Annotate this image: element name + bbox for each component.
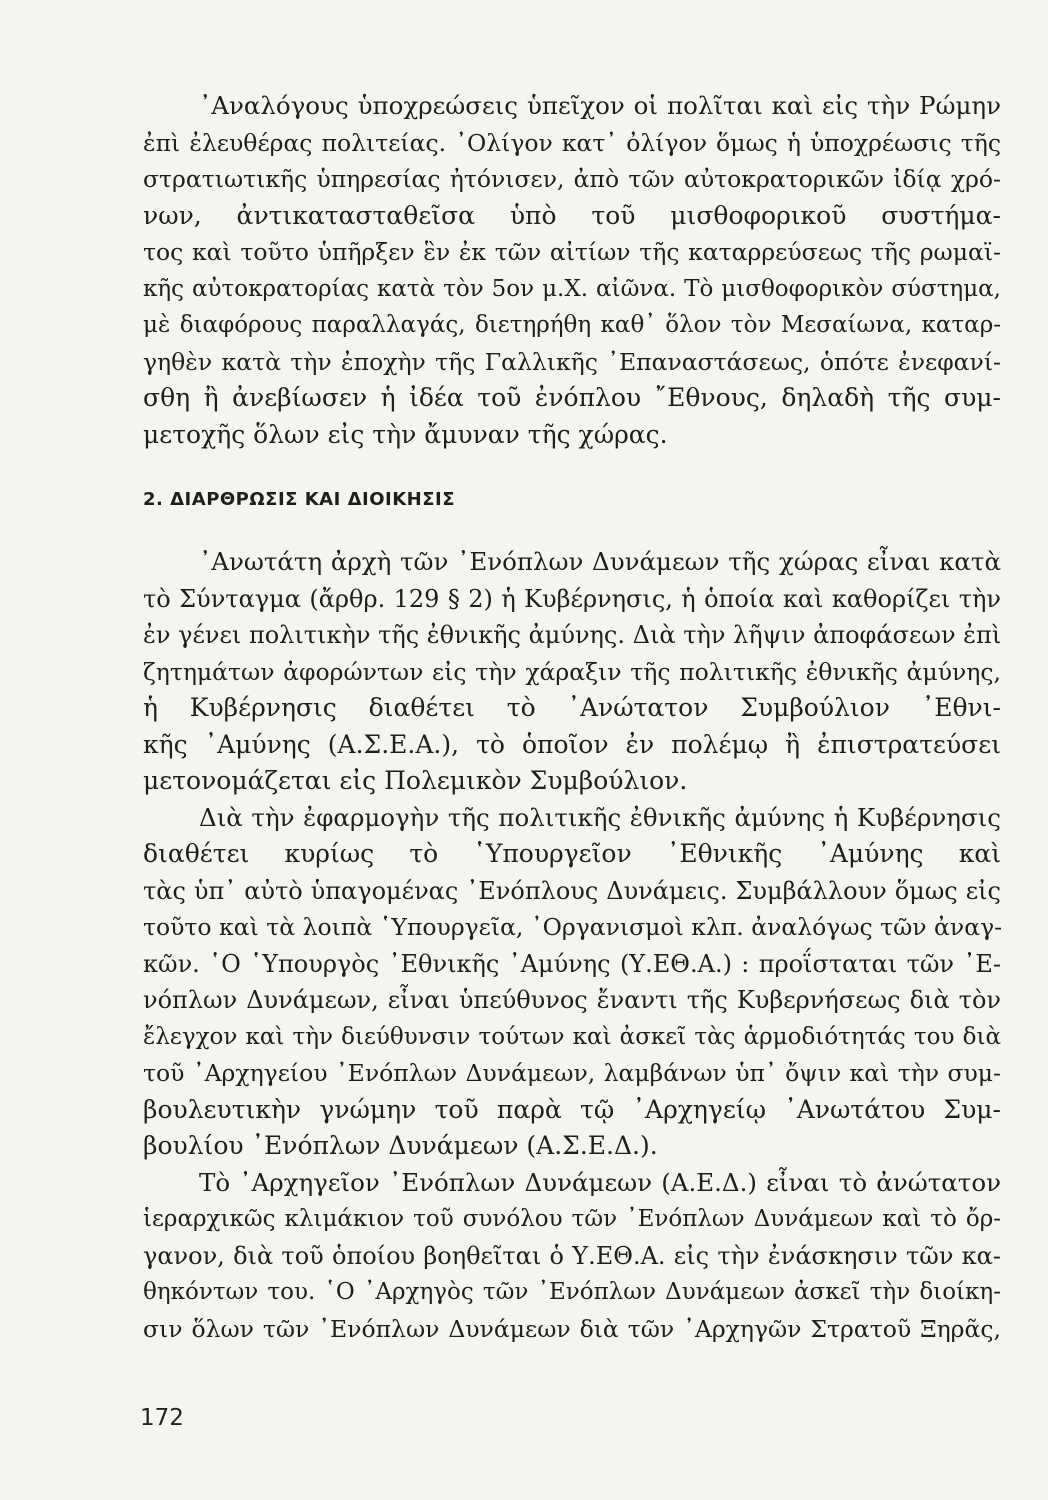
- text-line: κῶν. ῾Ο ῾Υπουργὸς ᾽Εθνικῆς ᾽Αμύνης (Υ.ΕΘ.Α.) : προΐσταται τῶν ᾽Ε-: [143, 949, 1001, 978]
- text-line: ἔλεγχον καὶ τὴν διεύθυνσιν τούτων καὶ ἀσκεῖ τὰς ἁρμοδιότητάς του διὰ: [143, 1023, 1001, 1050]
- text-line: βουλευτικὴν γνώμην τοῦ παρὰ τῷ ᾽Αρχηγείῳ ᾽Ανωτάτου Συμ-: [143, 1094, 1001, 1124]
- text-line: μετονομάζεται εἰς Πολεμικὸν Συμβούλιον.: [143, 766, 688, 795]
- paragraph-4: [143, 1165, 1001, 1348]
- text-line: σθη ἢ ἀνεβίωσεν ἡ ἰδέα τοῦ ἐνόπλου ῎Εθνους, δηλαδὴ τῆς συμ-: [143, 383, 1001, 412]
- text-line: θηκόντων του. ῾Ο ᾽Αρχηγὸς τῶν ᾽Ενόπλων Δυνάμεων ἀσκεῖ τὴν διοίκη-: [143, 1279, 1001, 1305]
- section-heading: 2. ΔΙΑΡΘΡΩΣΙΣ ΚΑΙ ΔΙΟΙΚΗΣΙΣ: [143, 489, 456, 510]
- text-line: βουλίου ᾽Ενόπλων Δυνάμεων (Α.Σ.Ε.Δ.).: [143, 1131, 658, 1160]
- text-line: διαθέτει κυρίως τὸ ῾Υπουργεῖον ᾽Εθνικῆς ᾽Αμύνης καὶ: [143, 839, 1001, 868]
- text-line: σιν ὅλων τῶν ᾽Ενόπλων Δυνάμεων διὰ τῶν ᾽Αρχηγῶν Στρατοῦ Ξηρᾶς,: [143, 1314, 1001, 1343]
- paragraph-1: [143, 88, 1001, 453]
- text-line: ἐπὶ ἐλευθέρας πολιτείας. ᾽Ολίγον κατ᾽ ὀλίγον ὅμως ἡ ὑποχρέωσις τῆς: [143, 128, 1001, 157]
- paragraph-3: [143, 800, 1001, 1165]
- text-line: ἱεραρχικῶς κλιμάκιον τοῦ συνόλου τῶν ᾽Ενόπλων Δυνάμεων καὶ τὸ ὄρ-: [143, 1206, 1001, 1232]
- text-line: ᾽Ανωτάτη ἀρχὴ τῶν ᾽Ενόπλων Δυνάμεων τῆς χώρας εἶναι κατὰ: [199, 547, 1001, 576]
- text-line: ᾽Αναλόγους ὑποχρεώσεις ὑπεῖχον οἱ πολῖται καὶ εἰς τὴν Ρώμην: [199, 91, 1001, 120]
- text-line: Διὰ τὴν ἐφαρμογὴν τῆς πολιτικῆς ἐθνικῆς ἀμύνης ἡ Κυβέρνησις: [199, 802, 1001, 832]
- text-line: κῆς αὐτοκρατορίας κατὰ τὸν 5ον μ.Χ. αἰῶνα. Τὸ μισθοφορικὸν σύστημα,: [143, 275, 1001, 302]
- text-line: τὸ Σύνταγμα (ἄρθρ. 129 § 2) ἡ Κυβέρνησις, ἡ ὁποία καὶ καθορίζει τὴν: [143, 584, 1001, 613]
- text-line: νων, ἀντικατασταθεῖσα ὑπὸ τοῦ μισθοφορικοῦ συστήμα-: [143, 200, 1001, 230]
- text-line: στρατιωτικῆς ὑπηρεσίας ἠτόνισεν, ἀπὸ τῶν αὐτοκρατορικῶν ἰδίᾳ χρό-: [143, 165, 1001, 193]
- text-line: τοῦτο καὶ τὰ λοιπὰ ῾Υπουργεῖα, ᾽Οργανισμοὶ κλπ. ἀναλόγως τῶν ἀναγ-: [143, 913, 1003, 941]
- text-line: τος καὶ τοῦτο ὑπῆρξεν ἓν ἐκ τῶν αἰτίων τῆς καταρρεύσεως τῆς ρωμαϊ-: [143, 238, 1001, 266]
- text-line: ἐν γένει πολιτικὴν τῆς ἐθνικῆς ἀμύνης. Διὰ τὴν λῆψιν ἀποφάσεων ἐπὶ: [143, 621, 1002, 649]
- text-line: ζητημάτων ἀφορώντων εἰς τὴν χάραξιν τῆς πολιτικῆς ἐθνικῆς ἀμύνης,: [143, 657, 1001, 686]
- text-line: γηθὲν κατὰ τὴν ἐποχὴν τῆς Γαλλικῆς ᾽Επαναστάσεως, ὁπότε ἐνεφανί-: [143, 347, 1001, 376]
- page-number: 172: [140, 1405, 184, 1431]
- paragraph-2: [143, 544, 1001, 800]
- text-line: γανον, διὰ τοῦ ὁποίου βοηθεῖται ὁ Υ.ΕΘ.Α. εἰς τὴν ἐνάσκησιν τῶν κα-: [143, 1241, 1001, 1270]
- text-line: τοῦ ᾽Αρχηγείου ᾽Ενόπλων Δυνάμεων, λαμβάνων ὑπ᾽ ὄψιν καὶ τὴν συμ-: [143, 1059, 1001, 1087]
- text-line: τὰς ὑπ᾽ αὐτὸ ὑπαγομένας ᾽Ενόπλους Δυνάμεις. Συμβάλλουν ὅμως εἰς: [143, 876, 1001, 905]
- text-line: νόπλων Δυνάμεων, εἶναι ὑπεύθυνος ἔναντι τῆς Κυβερνήσεως διὰ τὸν: [143, 986, 1001, 1014]
- text-line: κῆς ᾽Αμύνης (Α.Σ.Ε.Α.), τὸ ὁποῖον ἐν πολέμῳ ἢ ἐπιστρατεύσει: [143, 729, 1001, 759]
- text-line: μὲ διαφόρους παραλλαγάς, διετηρήθη καθ᾽ ὅλον τὸν Μεσαίωνα, καταρ-: [143, 312, 1001, 338]
- text-line: Τὸ ᾽Αρχηγεῖον ᾽Ενόπλων Δυνάμεων (Α.Ε.Δ.) εἶναι τὸ ἀνώτατον: [199, 1167, 1001, 1197]
- page-body: [143, 88, 1001, 1347]
- text-line: μετοχῆς ὅλων εἰς τὴν ἄμυναν τῆς χώρας.: [143, 419, 668, 449]
- text-line: ἡ Κυβέρνησις διαθέτει τὸ ᾽Ανώτατον Συμβούλιον ᾽Εθνι-: [143, 693, 1001, 722]
